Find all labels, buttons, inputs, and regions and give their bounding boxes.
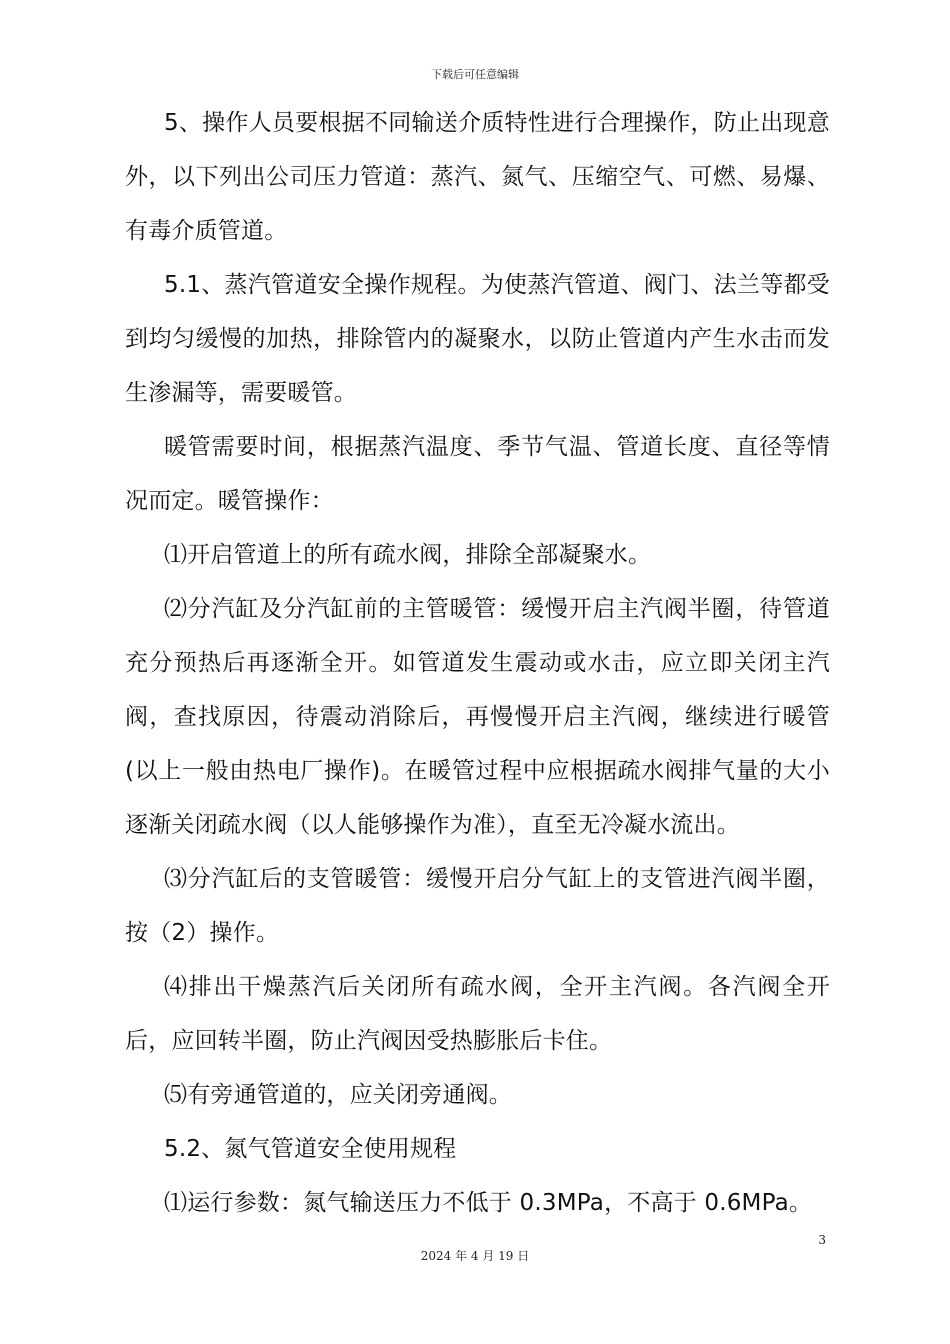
paragraph-step-1: ⑴开启管道上的所有疏水阀，排除全部凝聚水。 (164, 542, 652, 568)
paragraph-step-2: ⑵分汽缸及分汽缸前的主管暖管：缓慢开启主汽阀半圈，待管道充分预热后再逐渐全开。如管道发生震动或水击，应立即关闭主汽阀，查找原因，待震动消除后，再慢慢开启主汽阀，继续进行暖管(以上一般由热电厂操作)。在暖管过程中应根据疏水阀排气量的大小逐渐关闭疏水阀（以人能够操作为准），直至无冷凝水流出。 (125, 596, 830, 838)
footer-date: 2024 年 4 月 19 日 (420, 1249, 530, 1263)
paragraph-warmup-intro: 暖管需要时间，根据蒸汽温度、季节气温、管道长度、直径等情况而定。暖管操作： (125, 434, 830, 514)
paragraph-step-4: ⑷排出干燥蒸汽后关闭所有疏水阀，全开主汽阀。各汽阀全开后，应回转半圈，防止汽阀因受热膨胀后卡住。 (125, 974, 830, 1054)
paragraph-section-5-2: 5.2、氮气管道安全使用规程 (164, 1136, 457, 1162)
paragraph-step-5: ⑸有旁通管道的，应关闭旁通阀。 (164, 1082, 512, 1108)
page-header: 下载后可任意编辑 (431, 68, 519, 81)
paragraph-section-5: 5、操作人员要根据不同输送介质特性进行合理操作，防止出现意外，以下列出公司压力管道：蒸汽、氮气、压缩空气、可燃、易爆、有毒介质管道。 (125, 110, 830, 244)
document-body (125, 96, 830, 1230)
paragraph-section-5-1: 5.1、蒸汽管道安全操作规程。为使蒸汽管道、阀门、法兰等都受到均匀缓慢的加热，排除管内的凝聚水，以防止管道内产生水击而发生渗漏等，需要暖管。 (125, 272, 830, 406)
paragraph-nitrogen-step-1: ⑴运行参数：氮气输送压力不低于 0.3MPa，不高于 0.6MPa。 (164, 1190, 813, 1216)
paragraph-step-3: ⑶分汽缸后的支管暖管：缓慢开启分气缸上的支管进汽阀半圈，按（2）操作。 (125, 866, 830, 946)
page-number: 3 (818, 1233, 826, 1247)
